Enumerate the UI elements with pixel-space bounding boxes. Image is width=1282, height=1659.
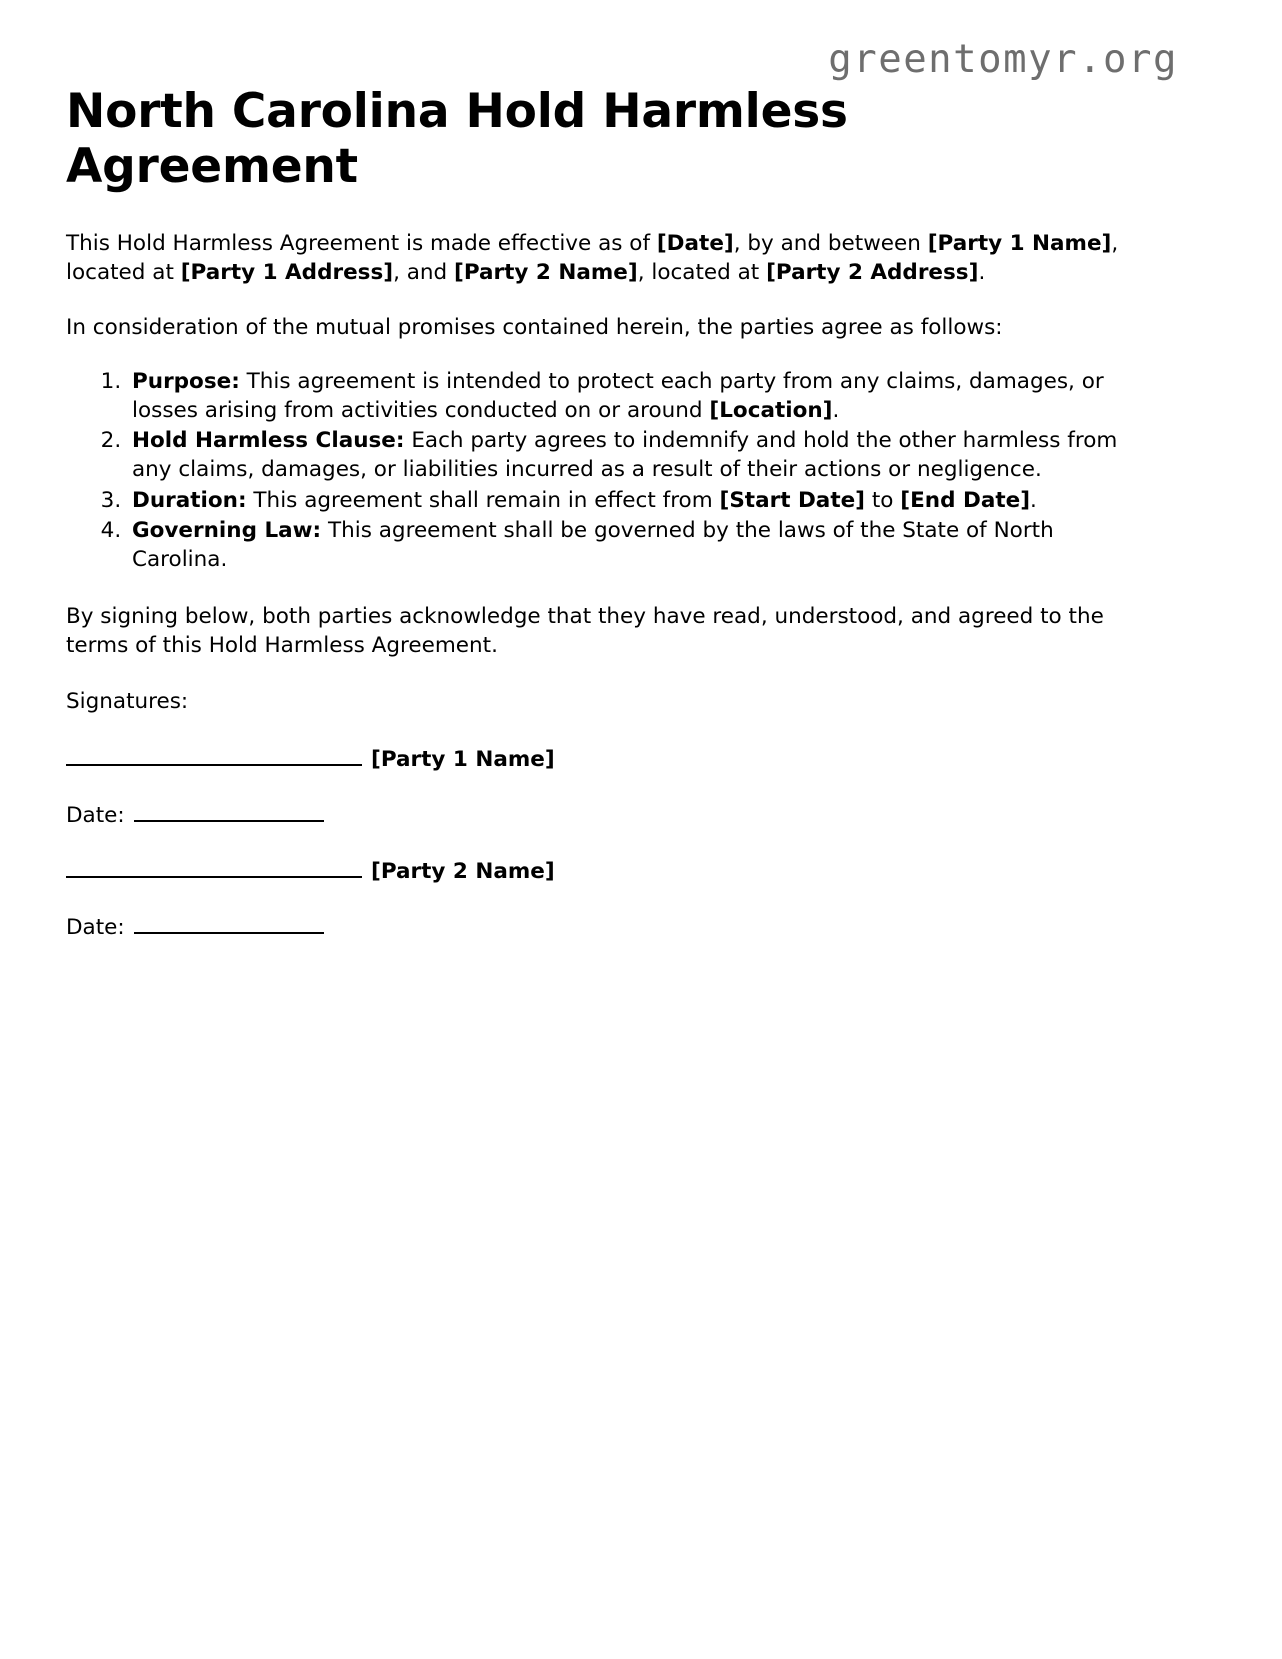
intro-text-4: , and	[393, 260, 455, 286]
term-body-end: .	[1030, 487, 1037, 513]
intro-paragraph	[66, 229, 1138, 287]
site-watermark: greentomyr.org	[828, 37, 1178, 82]
acknowledgement-paragraph: By signing below, both parties acknowledge that they have read, understood, and agreed to the terms of this Hold Harmless Agreement.	[66, 604, 1104, 659]
intro-text-2: , by and between	[733, 230, 928, 256]
placeholder-end-date: [End Date]	[900, 487, 1031, 513]
signature-line-party2[interactable]	[66, 875, 362, 878]
intro-text-6: .	[978, 260, 986, 286]
list-item	[128, 426, 1138, 484]
list-item	[128, 367, 1138, 425]
signature-row-party2	[66, 858, 1138, 886]
terms-list	[66, 367, 1138, 575]
term-body: Each party agrees to indemnify and hold the other harmless from any claims, damages, or liabilities incurred as a result of their actions or negligence.	[132, 428, 1118, 483]
term-body: This agreement is intended to protect each party from any claims, damages, or losses arising from activities conducted on or around	[132, 368, 1104, 423]
signature-line-party1[interactable]	[66, 763, 362, 766]
placeholder-party1-name: [Party 1 Name]	[927, 230, 1112, 256]
term-body: This agreement shall remain in effect from	[246, 487, 720, 513]
term-heading: Governing Law:	[132, 517, 322, 543]
placeholder-party2-name: [Party 2 Name]	[454, 260, 638, 286]
date-row-party2	[66, 914, 1138, 942]
intro-text-5: , located at	[637, 260, 767, 286]
placeholder-start-date: [Start Date]	[719, 487, 866, 513]
date-label-party1: Date:	[66, 802, 125, 828]
list-item	[128, 486, 1138, 515]
consideration-paragraph: In consideration of the mutual promises contained herein, the parties agree as follows:	[66, 315, 1003, 341]
placeholder-location: [Location]	[709, 397, 833, 423]
placeholder-party1-address: [Party 1 Address]	[180, 260, 394, 286]
term-body-end: .	[832, 397, 840, 423]
signature-name-party1: [Party 1 Name]	[371, 746, 555, 772]
term-body: This agreement shall be governed by the laws of the State of North Carolina.	[132, 517, 1054, 573]
date-label-party2: Date:	[66, 914, 125, 940]
signature-name-party2: [Party 2 Name]	[371, 858, 555, 884]
term-heading: Purpose:	[132, 368, 240, 394]
page-title: North Carolina Hold Harmless Agreement	[66, 84, 848, 195]
date-line-party2[interactable]	[134, 931, 324, 934]
term-heading: Hold Harmless Clause:	[132, 428, 405, 454]
intro-text-3: , located at	[66, 230, 1119, 286]
signatures-label: Signatures:	[66, 688, 189, 714]
placeholder-party2-address: [Party 2 Address]	[766, 260, 979, 286]
date-line-party1[interactable]	[134, 819, 324, 822]
term-heading: Duration:	[132, 487, 247, 513]
intro-text-1: This Hold Harmless Agreement is made effective as of	[66, 230, 657, 256]
list-item	[128, 516, 1138, 574]
date-row-party1	[66, 802, 1138, 830]
signature-row-party1	[66, 746, 1138, 774]
placeholder-date: [Date]	[656, 230, 734, 256]
document-body	[66, 84, 1138, 970]
term-body-mid: to	[865, 487, 901, 513]
